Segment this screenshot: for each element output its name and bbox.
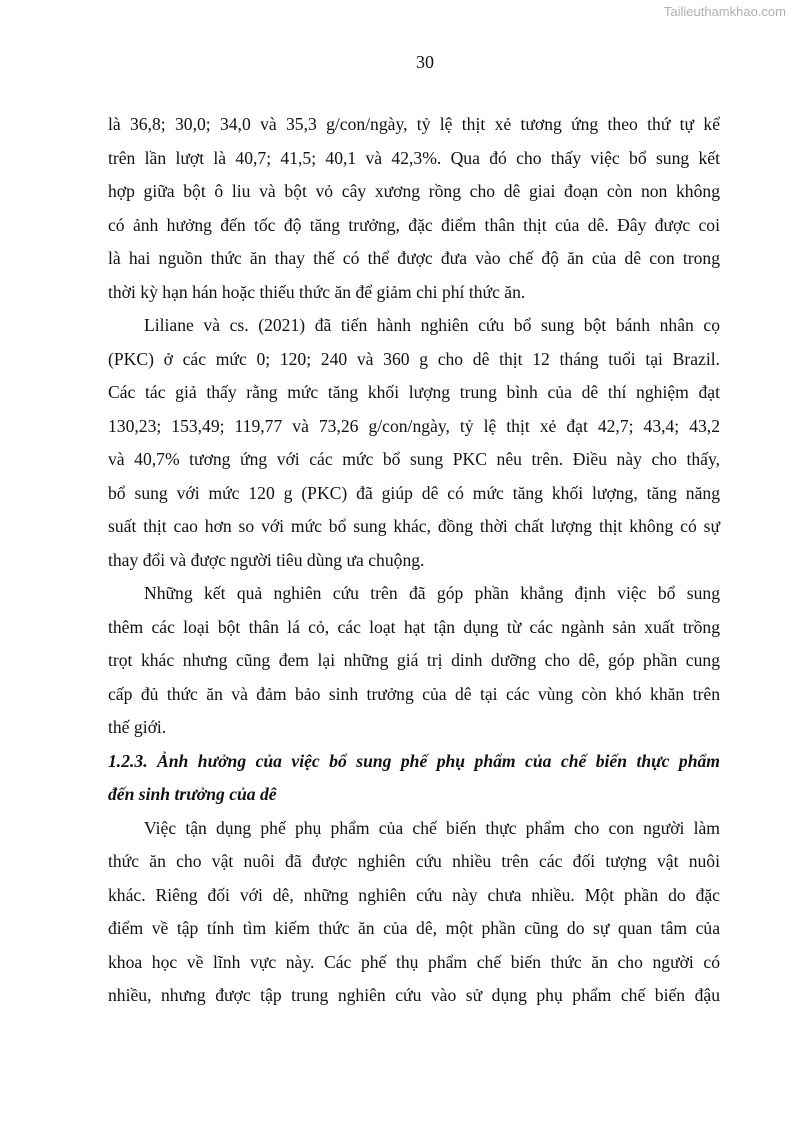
text-line: suất thịt cao hơn so với mức bổ sung khác, đồng thời chất lượng thịt không có sự <box>108 516 720 536</box>
text-line: trên lần lượt là 40,7; 41,5; 40,1 và 42,3%. Qua đó cho thấy việc bổ sung kết <box>108 147 720 168</box>
page-number: 30 <box>416 52 434 72</box>
text-line: bổ sung với mức 120 g (PKC) đã giúp dê có mức tăng khối lượng, tăng năng <box>108 482 720 503</box>
text-line: khác. Riêng đối với dê, những nghiên cứu này chưa nhiều. Một phần do đặc <box>108 884 720 905</box>
text-line: nhiều, nhưng được tập trung nghiên cứu vào sử dụng phụ phẩm chế biến đậu <box>108 985 720 1005</box>
document-body <box>108 108 720 1013</box>
text-line: hợp giữa bột ô liu và bột vỏ cây xương rồng cho dê giai đoạn còn non không <box>108 181 720 201</box>
text-line: điểm về tập tính tìm kiếm thức ăn của dê, một phần cũng do sự quan tâm của <box>108 918 720 938</box>
text-line: cấp đủ thức ăn và đảm bảo sinh trưởng của dê tại các vùng còn khó khăn trên <box>108 683 720 704</box>
text-line: Những kết quả nghiên cứu trên đã góp phần khẳng định việc bổ sung <box>144 583 720 603</box>
text-line: đến sinh trưởng của dê <box>108 784 277 804</box>
text-line: khoa học về lĩnh vực này. Các phế thụ phẩm chế biến thức ăn cho người có <box>108 951 720 972</box>
text-line: thế giới. <box>108 717 167 737</box>
text-line: Liliane và cs. (2021) đã tiến hành nghiên cứu bổ sung bột bánh nhân cọ <box>144 315 720 335</box>
text-line: (PKC) ở các mức 0; 120; 240 và 360 g cho dê thịt 12 tháng tuổi tại Brazil. <box>108 348 720 369</box>
paragraph <box>108 309 720 577</box>
section-heading <box>108 745 720 812</box>
text-line: là hai nguồn thức ăn thay thế có thể được đưa vào chế độ ăn của dê con trong <box>108 248 720 268</box>
text-line: thời kỳ hạn hán hoặc thiếu thức ăn để giảm chi phí thức ăn. <box>108 281 526 302</box>
text-line: thức ăn cho vật nuôi đã được nghiên cứu nhiều trên các đối tượng vật nuôi <box>108 851 720 871</box>
text-line: và 40,7% tương ứng với các mức bổ sung PKC nêu trên. Điều này cho thấy, <box>108 449 720 469</box>
text-line: là 36,8; 30,0; 34,0 và 35,3 g/con/ngày, tỷ lệ thịt xẻ tương ứng theo thứ tự kể <box>108 114 720 134</box>
paragraph <box>108 577 720 745</box>
watermark: Tailieuthamkhao.com <box>663 4 786 19</box>
text-line: Việc tận dụng phế phụ phẩm của chế biến thực phẩm cho con người làm <box>144 817 720 838</box>
text-line: 1.2.3. Ảnh hưởng của việc bổ sung phế phụ phẩm của chế biến thực phẩm <box>108 750 720 771</box>
paragraph <box>108 812 720 1013</box>
text-line: trọt khác nhưng cũng đem lại những giá trị dinh dưỡng cho dê, góp phần cung <box>108 650 720 670</box>
text-line: thay đổi và được người tiêu dùng ưa chuộng. <box>108 549 425 570</box>
text-line: có ảnh hưởng đến tốc độ tăng trưởng, đặc điểm thân thịt của dê. Đây được coi <box>108 214 720 235</box>
text-line: thêm các loại bột thân lá cỏ, các loạt hạt tận dụng từ các ngành sản xuất trồng <box>108 616 720 637</box>
paragraph <box>108 108 720 309</box>
text-line: 130,23; 153,49; 119,77 và 73,26 g/con/ngày, tỷ lệ thịt xẻ đạt 42,7; 43,4; 43,2 <box>108 415 720 436</box>
text-line: Các tác giả thấy rằng mức tăng khối lượng trung bình của dê thí nghiệm đạt <box>108 382 720 402</box>
